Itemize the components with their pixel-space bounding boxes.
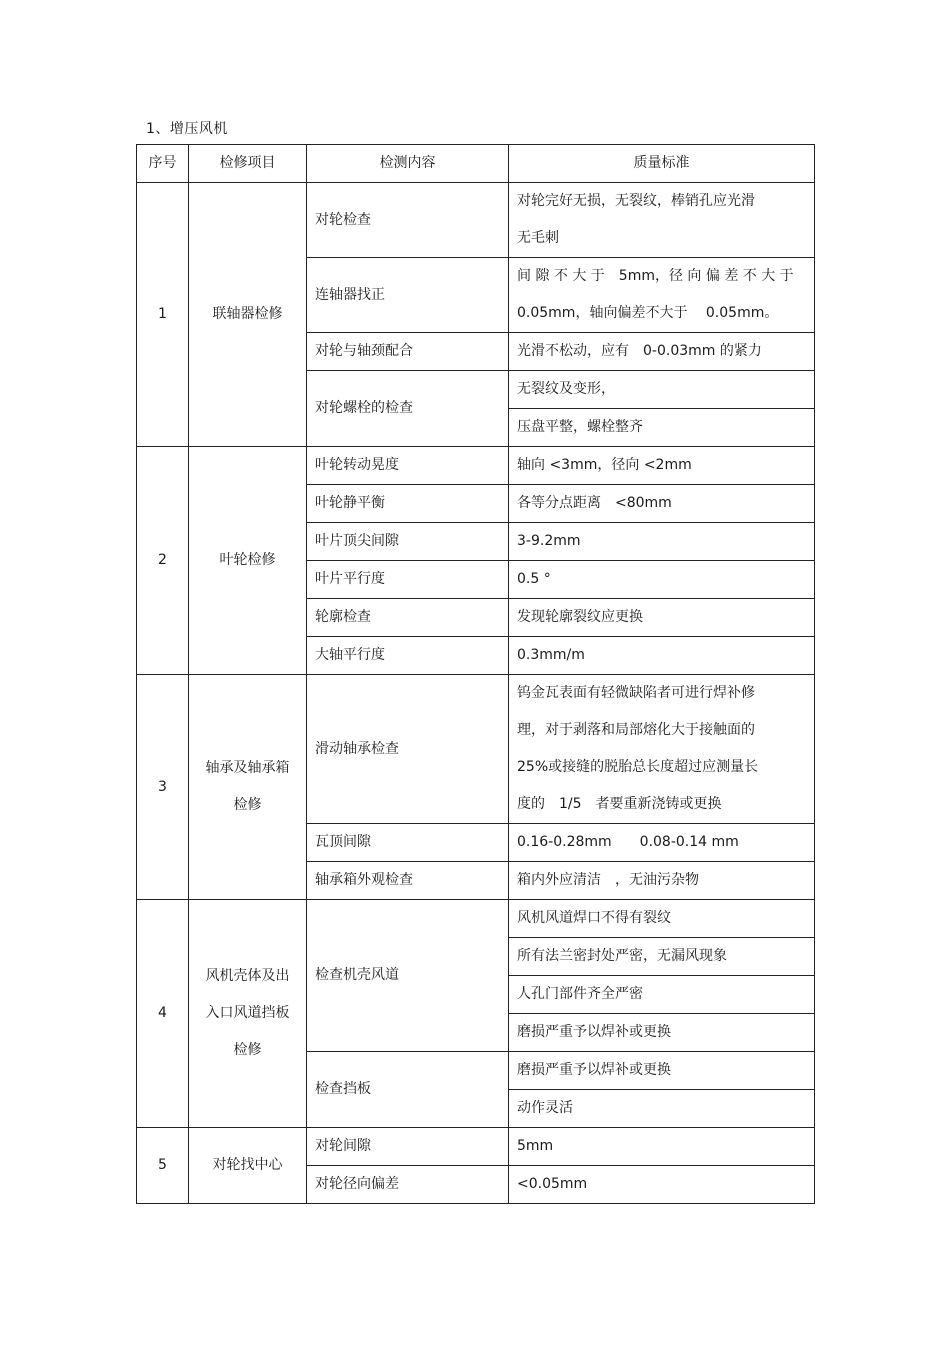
quality-standard-line: 动作灵活 [517, 1100, 573, 1116]
maintenance-item-line: 入口风道挡板 [205, 1005, 290, 1021]
inspection-standard-table [136, 144, 815, 1204]
header-item: 检修项目 [189, 145, 307, 183]
quality-standard [509, 523, 815, 561]
inspection-content: 对轮间隙 [307, 1128, 509, 1166]
quality-standard [509, 1052, 815, 1090]
inspection-content: 叶轮静平衡 [307, 485, 509, 523]
inspection-content: 对轮径向偏差 [307, 1166, 509, 1204]
quality-standard-line: 无毛刺 [517, 230, 559, 246]
quality-standard-line: 间 隙 不 大 于 5mm，径 向 偏 差 不 大 于 [517, 268, 794, 284]
quality-standard [509, 1014, 815, 1052]
row-number: 5 [137, 1128, 189, 1204]
quality-standard [509, 371, 815, 409]
quality-standard-line: 各等分点距离 <80mm [517, 495, 672, 511]
quality-standard-line: 度的 1/5 者要重新浇铸或更换 [517, 796, 722, 812]
maintenance-item [189, 900, 307, 1128]
quality-standard-line: 3-9.2mm [517, 533, 581, 549]
quality-standard [509, 862, 815, 900]
inspection-content: 叶轮转动晃度 [307, 447, 509, 485]
quality-standard-line: 所有法兰密封处严密，无漏风现象 [517, 948, 727, 964]
quality-standard [509, 1128, 815, 1166]
quality-standard-line: 轴向 <3mm，径向 <2mm [517, 457, 692, 473]
quality-standard-line: 磨损严重予以焊补或更换 [517, 1024, 671, 1040]
table-row [137, 675, 815, 824]
maintenance-item-line: 对轮找中心 [212, 1157, 283, 1173]
quality-standard [509, 258, 815, 333]
row-number: 1 [137, 183, 189, 447]
quality-standard-line: 对轮完好无损，无裂纹，棒销孔应光滑 [517, 193, 755, 209]
maintenance-item [189, 183, 307, 447]
quality-standard-line: 0.16-0.28mm 0.08-0.14 mm [517, 834, 739, 850]
quality-standard [509, 824, 815, 862]
inspection-content: 检查机壳风道 [307, 900, 509, 1052]
quality-standard-line: 0.3mm/m [517, 647, 585, 663]
quality-standard-line: 磨损严重予以焊补或更换 [517, 1062, 671, 1078]
table-row [137, 183, 815, 258]
quality-standard [509, 637, 815, 675]
quality-standard-line: 箱内外应清洁 ，无油污杂物 [517, 872, 699, 888]
quality-standard [509, 409, 815, 447]
quality-standard [509, 561, 815, 599]
quality-standard-line: 发现轮廓裂纹应更换 [517, 609, 643, 625]
quality-standard [509, 599, 815, 637]
maintenance-item-line: 风机壳体及出 [205, 968, 290, 984]
quality-standard [509, 183, 815, 258]
inspection-content: 叶片顶尖间隙 [307, 523, 509, 561]
maintenance-item-line: 检修 [233, 1042, 262, 1058]
quality-standard [509, 938, 815, 976]
inspection-content: 连轴器找正 [307, 258, 509, 333]
inspection-content: 轮廓检查 [307, 599, 509, 637]
quality-standard [509, 333, 815, 371]
maintenance-item [189, 675, 307, 900]
quality-standard [509, 485, 815, 523]
table-header-row [137, 145, 815, 183]
maintenance-item-line: 检修 [233, 797, 262, 813]
quality-standard [509, 1090, 815, 1128]
maintenance-item [189, 1128, 307, 1204]
table-row [137, 1128, 815, 1166]
maintenance-item [189, 447, 307, 675]
inspection-content: 滑动轴承检查 [307, 675, 509, 824]
quality-standard [509, 900, 815, 938]
quality-standard-line: 风机风道焊口不得有裂纹 [517, 910, 671, 926]
maintenance-item-line: 联轴器检修 [212, 306, 283, 322]
inspection-content: 检查挡板 [307, 1052, 509, 1128]
header-no: 序号 [137, 145, 189, 183]
header-content: 检测内容 [307, 145, 509, 183]
row-number: 4 [137, 900, 189, 1128]
table-row [137, 447, 815, 485]
maintenance-item-line: 叶轮检修 [219, 552, 276, 568]
quality-standard-line: <0.05mm [517, 1176, 588, 1192]
quality-standard-line: 0.05mm，轴向偏差不大于 0.05mm。 [517, 305, 779, 321]
inspection-content: 大轴平行度 [307, 637, 509, 675]
quality-standard [509, 1166, 815, 1204]
header-standard: 质量标准 [509, 145, 815, 183]
maintenance-item-line: 轴承及轴承箱 [205, 760, 290, 776]
row-number: 2 [137, 447, 189, 675]
inspection-content: 瓦顶间隙 [307, 824, 509, 862]
section-title: 1、增压风机 [146, 121, 228, 137]
quality-standard [509, 976, 815, 1014]
quality-standard-line: 压盘平整，螺栓整齐 [517, 419, 643, 435]
inspection-content: 对轮螺栓的检查 [307, 371, 509, 447]
quality-standard-line: 0.5 ° [517, 571, 551, 587]
quality-standard-line: 25%或接缝的脱胎总长度超过应测量长 [517, 759, 759, 775]
quality-standard-line: 理，对于剥落和局部熔化大于接触面的 [517, 722, 755, 738]
inspection-content: 叶片平行度 [307, 561, 509, 599]
row-number: 3 [137, 675, 189, 900]
quality-standard-line: 无裂纹及变形， [517, 381, 615, 397]
quality-standard-line: 光滑不松动，应有 0-0.03mm 的紧力 [517, 343, 762, 359]
table-row [137, 900, 815, 938]
inspection-content: 轴承箱外观检查 [307, 862, 509, 900]
quality-standard-line: 5mm [517, 1138, 554, 1154]
quality-standard [509, 447, 815, 485]
inspection-content: 对轮检查 [307, 183, 509, 258]
quality-standard-line: 人孔门部件齐全严密 [517, 986, 643, 1002]
inspection-content: 对轮与轴颈配合 [307, 333, 509, 371]
quality-standard-line: 钨金瓦表面有轻微缺陷者可进行焊补修 [517, 685, 755, 701]
quality-standard [509, 675, 815, 824]
